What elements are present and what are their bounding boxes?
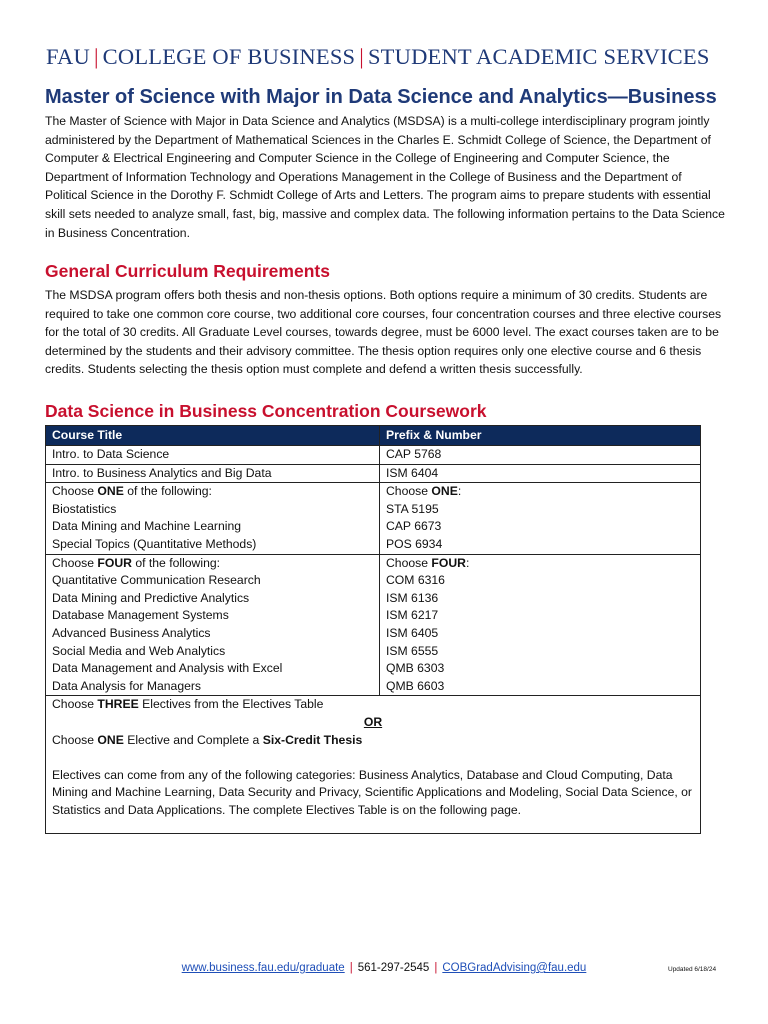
footer-separator: | [349,962,353,974]
instruction-emphasis: Six-Credit Thesis [262,732,363,747]
instruction-text: Choose [52,555,98,570]
instruction-text: Choose [386,555,432,570]
course-code: ISM 6555 [386,643,439,658]
or-divider: OR [363,714,383,729]
instruction-text: Elective and Complete a [123,732,263,747]
instruction-text: Choose [386,484,432,499]
instruction-text: of the following: [131,555,221,570]
column-header-prefix-number: Prefix & Number [380,426,701,446]
banner-college: COLLEGE OF BUSINESS [102,44,356,69]
course-code: ISM 6136 [386,590,439,605]
course-code: CAP 6673 [386,519,442,534]
course-title: Quantitative Communication Research [52,573,261,588]
choose-one-label [386,483,694,501]
banner-separator: | [93,44,99,69]
course-code-cell: ISM 6404 [380,464,701,483]
banner-separator: | [359,44,364,69]
course-title-cell: Intro. to Business Analytics and Big Data [46,464,380,483]
table-header-row [46,426,701,446]
page-footer [0,962,768,974]
choose-one-instruction [52,483,373,501]
website-link[interactable]: www.business.fau.edu/graduate [181,962,345,974]
course-code: QMB 6303 [386,661,445,676]
general-requirements-paragraph: The MSDSA program offers both thesis and non-thesis options. Both options require a minimum of 30 credits. Students are required to take one common core course, two additional core courses, four concentration courses and three elective courses for the total of 30 credits. All Graduate Level courses, towards degree, must be 6000 level. The exact courses taken are to be determined by the students and their advisory committee. The thesis option requires only one elective course and 6 thesis credits. Students selecting the thesis option must complete and defend a written thesis successfully. [45,288,722,377]
course-code: POS 6934 [386,536,443,551]
instruction-text: Choose [52,732,98,747]
coursework-heading: Data Science in Business Concentration Coursework [45,401,487,421]
table-row-choose-one [46,483,701,554]
course-code: ISM 6405 [386,625,439,640]
course-code: ISM 6217 [386,608,439,623]
updated-date: Updated 6/18/24 [668,966,717,973]
table-row-electives [46,696,701,834]
electives-option-one [52,696,694,714]
column-header-course-title: Course Title [46,426,380,446]
banner-department: STUDENT ACADEMIC SERVICES [367,44,710,69]
choose-one-codes-cell [380,483,701,554]
instruction-emphasis: FOUR [431,555,466,570]
coursework-table [45,425,701,834]
electives-cell [46,696,701,834]
instruction-emphasis: FOUR [97,555,132,570]
instruction-text: : [465,555,470,570]
choose-four-label [386,555,694,573]
page-title: Master of Science with Major in Data Science and Analytics—Business [45,86,717,108]
instruction-text: of the following: [123,484,212,499]
instruction-text: Electives from the Electives Table [138,697,324,712]
course-code: QMB 6603 [386,678,445,693]
choose-four-titles-cell [46,554,380,696]
course-code-cell: CAP 5768 [380,446,701,465]
course-title: Social Media and Web Analytics [52,643,226,658]
course-title: Data Mining and Predictive Analytics [52,590,250,605]
table-row-choose-four [46,554,701,696]
intro-paragraph: The Master of Science with Major in Data Science and Analytics (MSDSA) is a multi-college interdisciplinary program jointly administered by the Department of Mathematical Sciences in the Charles E. Schmidt College of Science, the Department of Computer & Electrical Engineering and Computer Science in the College of Engineering and Computer Science, the Department of Information Technology and Operations Management in the College of Business and the Department of Political Science in the Dorothy F. Schmidt College of Arts and Letters. The program aims to prepare students with essential skill sets needed to analyze small, fast, big, massive and complex data. The following information pertains to the Data Science in Business Concentration. [45,114,725,240]
electives-note: Electives can come from any of the following categories: Business Analytics, Database and Cloud Computing, Data Mining and Machine Learning, Data Security and Privacy, Scientific Applications and Modeling, Social Data Science, or Statistics and Data Applications. The complete Electives Table is on the following page. [52,767,692,817]
instruction-emphasis: ONE [97,732,124,747]
phone-number: 561-297-2545 [357,962,430,974]
email-link[interactable]: COBGradAdvising@fau.edu [442,962,587,974]
course-title: Data Management and Analysis with Excel [52,661,283,676]
table-row [46,446,701,465]
course-title: Data Analysis for Managers [52,678,202,693]
college-banner [46,44,736,70]
course-title: Biostatistics [52,501,117,516]
course-code: STA 5195 [386,501,439,516]
choose-one-titles-cell [46,483,380,554]
instruction-text: Choose [52,697,98,712]
instruction-emphasis: ONE [431,484,458,499]
banner-fau: FAU [46,44,90,69]
spacer [52,749,694,767]
course-title: Special Topics (Quantitative Methods) [52,536,257,551]
instruction-text: : [457,484,462,499]
instruction-text: Choose [52,484,98,499]
course-title: Database Management Systems [52,608,229,623]
course-title-cell: Intro. to Data Science [46,446,380,465]
electives-option-two [52,732,694,750]
course-title: Advanced Business Analytics [52,625,211,640]
footer-separator: | [434,962,438,974]
course-code: COM 6316 [386,573,445,588]
course-title: Data Mining and Machine Learning [52,519,242,534]
instruction-emphasis: ONE [97,484,124,499]
choose-four-codes-cell [380,554,701,696]
instruction-emphasis: THREE [97,697,139,712]
table-row [46,464,701,483]
choose-four-instruction [52,555,373,573]
general-requirements-heading: General Curriculum Requirements [45,261,330,281]
